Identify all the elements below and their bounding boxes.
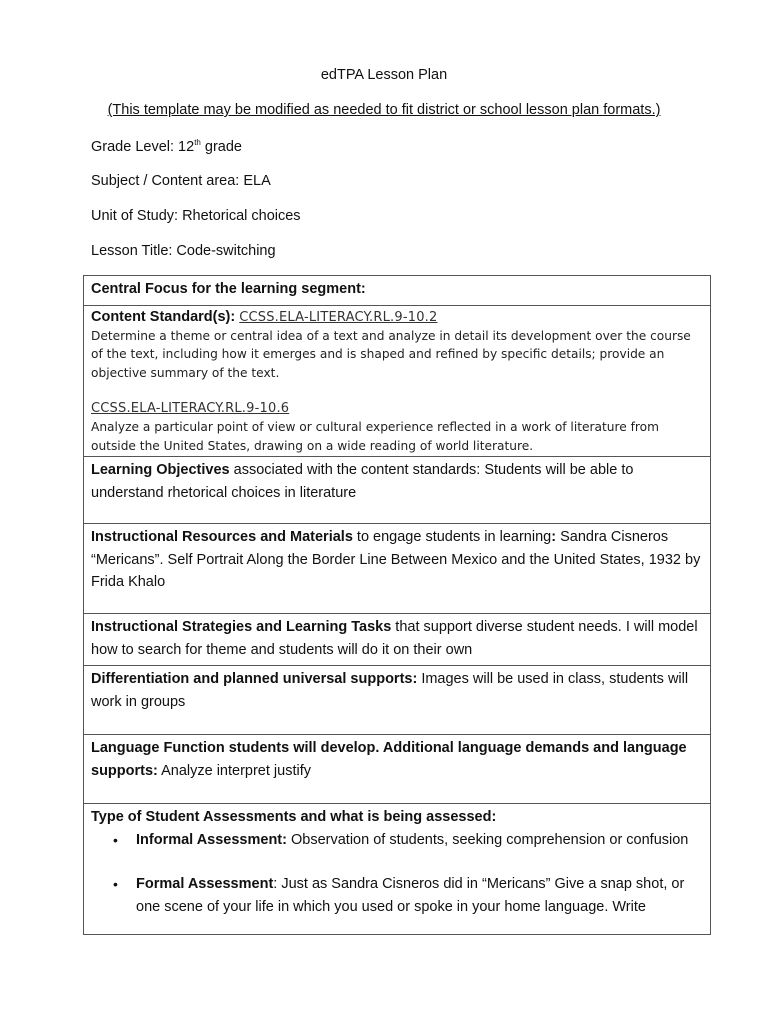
strategies-cell [84,614,711,666]
informal-assessment-label: Informal Assessment: [136,831,287,848]
grade-level-suffix: grade [200,138,242,155]
central-focus-cell [84,276,711,306]
strategies-label: Instructional Strategies and Learning Tasks [91,619,392,635]
assessments-label: Type of Student Assessments and what is being assessed: [91,809,497,825]
standard-link-rl-9-10-2[interactable]: CCSS.ELA-LITERACY.RL.9-10.2 [239,309,438,325]
differentiation-label: Differentiation and planned universal supports: [91,671,418,687]
resources-colon: : [551,529,557,545]
central-focus-label: Central Focus for the learning segment: [91,281,366,297]
lesson-plan-table [83,275,711,935]
informal-assessment-text: Observation of students, seeking comprehension or confusion [286,831,689,848]
standard-description: Determine a theme or central idea of a text and analyze in detail its development over the course of the text, including how it emerges and is shaped and refined by specific details; provide an objective summary of the text. [91,328,691,380]
resources-cell [84,524,711,614]
standard-description: Analyze a particular point of view or cultural experience reflected in a work of literature from outside the United States, drawing on a wide reading of world literature. [91,420,659,453]
lesson-title: Lesson Title: Code-switching [91,243,276,259]
table-row [84,524,711,614]
content-standards-cell [84,305,711,457]
table-row [84,735,711,804]
formal-assessment-label: Formal Assessment [136,876,274,892]
formal-assessment-text: : Just as Sandra Cisneros did in “Mericans” Give a snap shot, or one scene of your life in which you used or spoke in your home language. Write [136,876,685,915]
list-item [113,829,703,852]
differentiation-text: Images will be used in class, students will work in groups [91,671,689,710]
grade-level [91,138,242,155]
table-row [84,666,711,735]
language-label: Language Function students will develop. Additional language demands and language supports: [91,740,687,779]
assessments-cell [84,804,711,935]
document-title: edTPA Lesson Plan [320,67,448,83]
resources-text: Sandra Cisneros “Mericans”. Self Portrait Along the Border Line Between Mexico and the United States, 1932 by Frida Khalo [91,529,701,590]
subject-area: Subject / Content area: ELA [91,173,271,189]
grade-level-text: Grade Level: 12 [91,138,195,155]
table-row [84,305,711,457]
spacer [91,382,703,400]
bullet-icon: • [113,831,118,848]
resources-label: Instructional Resources and Materials [91,529,353,545]
standard-link-rl-9-10-6[interactable]: CCSS.ELA-LITERACY.RL.9-10.6 [91,401,290,416]
learning-objectives-label: Learning Objectives [91,462,230,478]
grade-level-ordinal: th [194,138,201,147]
learning-objectives-cell [84,457,711,524]
language-cell [84,735,711,804]
table-row [84,804,711,935]
content-standards-label: Content Standard(s): [91,308,236,325]
list-item [113,873,703,918]
language-text: Analyze interpret justify [157,762,311,779]
template-note: (This template may be modified as needed to fit district or school lesson plan formats.) [107,102,661,118]
differentiation-cell [84,666,711,735]
assessments-list [91,829,703,919]
resources-intro: to engage students in learning [352,529,552,545]
table-row [84,614,711,666]
bullet-icon: • [113,876,118,892]
unit-of-study: Unit of Study: Rhetorical choices [91,208,301,224]
table-row [84,457,711,524]
strategies-text: that support diverse student needs. I will model how to search for theme and students will do it on their own [91,619,698,658]
learning-objectives-text: associated with the content standards: Students will be able to understand rhetorical choices in literature [91,462,634,501]
table-row [84,276,711,306]
